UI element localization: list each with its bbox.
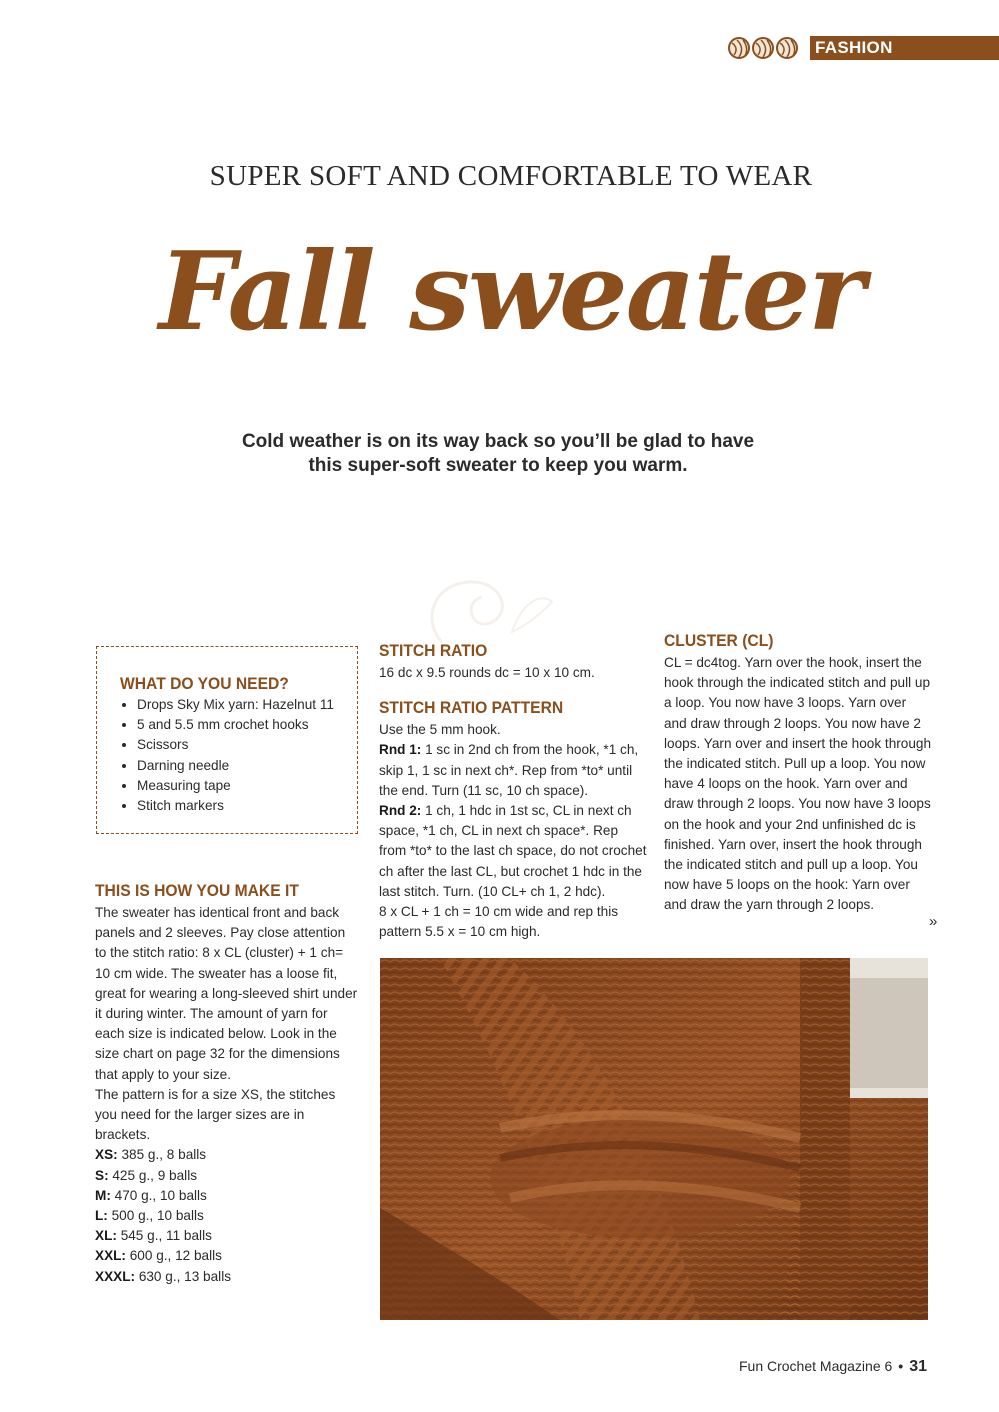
how-heading: THIS IS HOW YOU MAKE IT (95, 881, 299, 900)
size-label: L: (95, 1208, 108, 1224)
ratio-body: 16 dc x 9.5 rounds dc = 10 x 10 cm. (379, 665, 595, 680)
size-row (95, 1186, 360, 1206)
list-item: • Darning needle (137, 756, 334, 776)
section-tag: FASHION (810, 36, 999, 60)
size-label: XL: (95, 1228, 117, 1244)
size-row (95, 1246, 360, 1266)
size-label: XS: (95, 1147, 118, 1163)
list-item: • Stitch markers (137, 796, 334, 816)
size-value: 500 g., 10 balls (111, 1208, 204, 1224)
size-list (95, 1145, 360, 1286)
instructions-column (95, 880, 360, 1287)
list-item: • Measuring tape (137, 776, 334, 796)
sweater-photo (380, 958, 928, 1320)
list-item: • Drops Sky Mix yarn: Hazelnut 11 (137, 695, 334, 715)
round-label: Rnd 1: (379, 742, 422, 758)
round-text: 1 ch, 1 hdc in 1st sc, CL in next ch space, *1 ch, CL in next ch space*. Rep from *to* to the last ch space, do not crochet ch after the last CL, but crochet 1 hdc in the last stitch. Turn. (10 CL+ ch 1, 2 hdc). (379, 803, 647, 899)
pattern-round-1 (379, 740, 647, 801)
ratio-heading: STITCH RATIO (379, 641, 488, 660)
size-value: 470 g., 10 balls (114, 1187, 207, 1203)
yarn-balls-icon (727, 36, 803, 60)
size-row (95, 1166, 360, 1186)
how-body-sizes-note: The pattern is for a size XS, the stitches you need for the larger sizes are in brackets. (95, 1086, 336, 1143)
pattern-heading: STITCH RATIO PATTERN (379, 698, 564, 718)
continue-arrow: » (929, 913, 938, 930)
pattern-outro: 8 x CL + 1 ch = 10 cm wide and rep this pattern 5.5 x = 10 cm high. (379, 904, 619, 940)
cluster-column (664, 630, 932, 916)
size-row (95, 1206, 360, 1226)
round-label: Rnd 2: (379, 803, 422, 819)
page-footer (739, 1358, 927, 1376)
size-value: 425 g., 9 balls (112, 1167, 198, 1183)
cluster-heading: CLUSTER (CL) (664, 631, 774, 650)
stitch-ratio-column (379, 640, 647, 942)
size-row (95, 1267, 360, 1287)
size-value: 385 g., 8 balls (121, 1147, 207, 1163)
magazine-name: Fun Crochet Magazine 6 (738, 1358, 893, 1374)
size-row (95, 1145, 360, 1165)
size-row (95, 1226, 360, 1246)
size-label: M: (95, 1187, 111, 1203)
page-number: 31 (909, 1358, 927, 1375)
round-text: 1 sc in 2nd ch from the hook, *1 ch, skip 1, 1 sc in next ch*. Rep from *to* until the end. Turn (11 sc, 10 ch space). (379, 742, 639, 798)
size-label: S: (95, 1167, 109, 1183)
footer-bullet: • (898, 1358, 904, 1374)
page-title: Fall sweater (158, 229, 864, 355)
size-label: XXXL: (95, 1268, 136, 1284)
size-value: 600 g., 12 balls (129, 1248, 222, 1264)
list-item: • 5 and 5.5 mm crochet hooks (137, 715, 334, 735)
size-value: 630 g., 13 balls (138, 1268, 232, 1284)
cluster-body: CL = dc4tog. Yarn over the hook, insert the hook through the indicated stitch and pull up a loop. You now have 3 loops. Yarn over and draw through 2 loops. You now have 2 loops. Yarn over and insert the hook through the indicated stitch. Pull up a loop. You now have 4 loops on the hook. Yarn over and draw through 2 loops. You now have 3 loops on the hook and your 2nd unfinished dc is finished. Yarn over, insert the hook through the indicated stitch and pull up a loop. You now have 5 loops on the hook: Yarn over and draw the yarn through 2 loops. (664, 655, 932, 913)
intro-text: Cold weather is on its way back so you’ll be glad to have this super-soft sweater to keep you warm. (241, 431, 755, 476)
how-body: The sweater has identical front and back panels and 2 sleeves. Pay close attention to the stitch ratio: 8 x CL (cluster) + 1 ch= 10 cm wide. The sweater has a loose fit, great for wearing a long-sleeved shirt under it during winter. The amount of yarn for each size is indicated below. Look in the size chart on page 32 for the dimensions that apply to your size. (95, 905, 358, 1082)
needs-box (96, 646, 358, 834)
needs-heading: WHAT DO YOU NEED? (120, 674, 289, 693)
pattern-round-2 (379, 801, 647, 902)
needs-list (117, 695, 334, 816)
size-label: XXL: (95, 1248, 126, 1264)
kicker: SUPER SOFT AND COMFORTABLE TO WEAR (209, 160, 813, 192)
list-item: • Scissors (137, 735, 334, 755)
pattern-intro: Use the 5 mm hook. (379, 722, 501, 738)
size-value: 545 g., 11 balls (120, 1228, 212, 1244)
